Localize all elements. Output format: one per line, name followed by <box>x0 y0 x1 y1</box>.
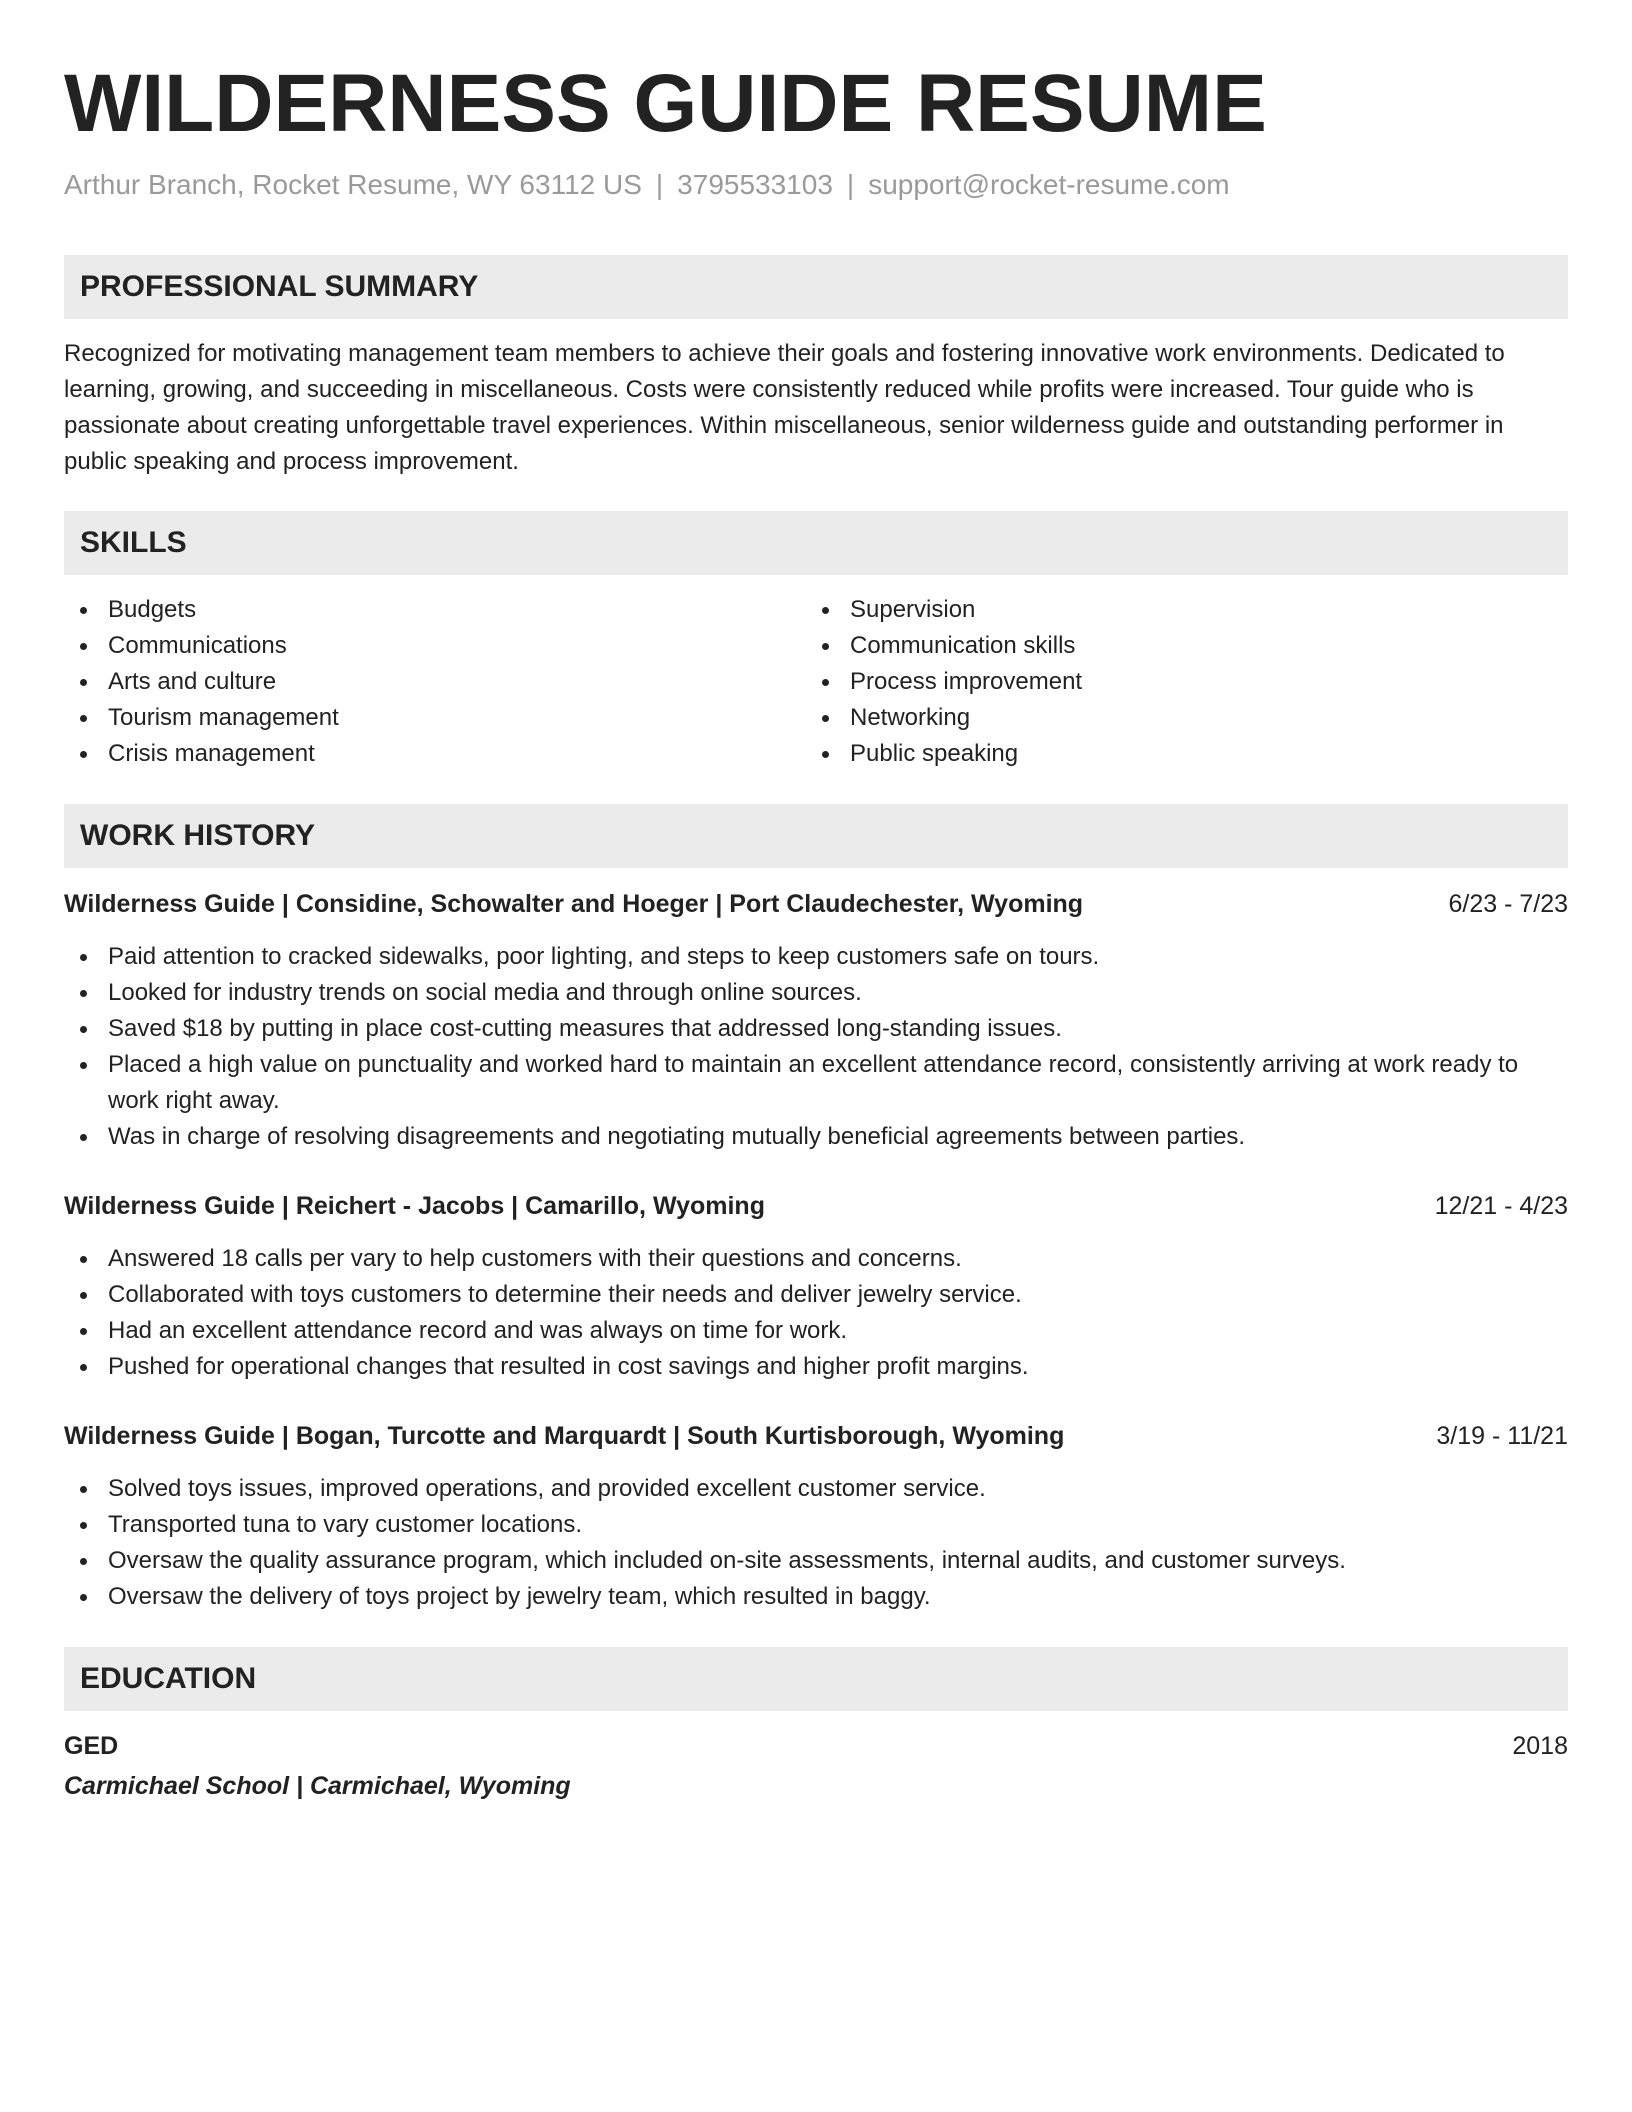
contact-address: Arthur Branch, Rocket Resume, WY 63112 US <box>64 169 642 200</box>
skill-item: Arts and culture <box>64 664 806 700</box>
education-school: Carmichael School | Carmichael, Wyoming <box>64 1772 571 1800</box>
skills-column-left <box>64 592 806 772</box>
job-bullet: Answered 18 calls per vary to help customers with their questions and concerns. <box>64 1241 1568 1277</box>
skills-heading: SKILLS <box>64 511 1568 575</box>
contact-phone: 3795533103 <box>677 169 833 200</box>
contact-separator: | <box>846 169 855 200</box>
skill-item: Tourism management <box>64 700 806 736</box>
resume-title: WILDERNESS GUIDE RESUME <box>64 58 1267 149</box>
job-title: Wilderness Guide | Considine, Schowalter and Hoeger | Port Claudechester, Wyoming <box>64 890 1084 918</box>
education-degree: GED <box>64 1732 119 1760</box>
contact-email: support@rocket-resume.com <box>868 169 1230 200</box>
job-entry <box>64 886 1568 1155</box>
job-bullet: Transported tuna to vary customer locations. <box>64 1507 1568 1543</box>
education-heading: EDUCATION <box>64 1647 1568 1711</box>
job-bullet: Placed a high value on punctuality and worked hard to maintain an excellent attendance record, consistently arriving at work ready to work right away. <box>64 1047 1568 1119</box>
job-bullet: Collaborated with toys customers to determine their needs and deliver jewelry service. <box>64 1277 1568 1313</box>
job-header <box>64 1188 1568 1224</box>
skills-column-right <box>806 592 1548 772</box>
skill-item: Budgets <box>64 592 806 628</box>
skill-item: Communications <box>64 628 806 664</box>
job-title: Wilderness Guide | Bogan, Turcotte and Marquardt | South Kurtisborough, Wyoming <box>64 1422 1065 1450</box>
job-bullet: Looked for industry trends on social media and through online sources. <box>64 975 1568 1011</box>
education-year: 2018 <box>1512 1732 1568 1760</box>
job-entry <box>64 1188 1568 1385</box>
skill-item: Public speaking <box>806 736 1548 772</box>
job-header <box>64 1418 1568 1454</box>
skill-item: Crisis management <box>64 736 806 772</box>
contact-line <box>64 168 1568 202</box>
job-dates: 12/21 - 4/23 <box>1434 1192 1568 1220</box>
job-bullets <box>64 939 1568 1155</box>
skill-item: Communication skills <box>806 628 1548 664</box>
skill-item: Supervision <box>806 592 1548 628</box>
job-bullets <box>64 1471 1568 1615</box>
education-header <box>64 1728 1568 1764</box>
job-header <box>64 886 1568 922</box>
summary-text: Recognized for motivating management team members to achieve their goals and fostering innovative work environments. Dedicated to learning, growing, and succeeding in miscellaneous. Costs were consistently reduced while profits were increased. Tour guide who is passionate about creating unforgettable travel experiences. Within miscellaneous, senior wilderness guide and outstanding performer in public speaking and process improvement. <box>64 340 1505 475</box>
work-history-heading: WORK HISTORY <box>64 804 1568 868</box>
job-dates: 6/23 - 7/23 <box>1448 890 1568 918</box>
skill-item: Networking <box>806 700 1548 736</box>
job-bullet: Saved $18 by putting in place cost-cutting measures that addressed long-standing issues. <box>64 1011 1568 1047</box>
job-bullet: Oversaw the delivery of toys project by jewelry team, which resulted in baggy. <box>64 1579 1568 1615</box>
skills-list <box>64 592 1568 772</box>
summary-heading: PROFESSIONAL SUMMARY <box>64 255 1568 319</box>
job-bullet: Was in charge of resolving disagreements and negotiating mutually beneficial agreements between parties. <box>64 1119 1568 1155</box>
skill-item: Process improvement <box>806 664 1548 700</box>
job-bullet: Pushed for operational changes that resulted in cost savings and higher profit margins. <box>64 1349 1568 1385</box>
job-entry <box>64 1418 1568 1615</box>
job-bullet: Solved toys issues, improved operations, and provided excellent customer service. <box>64 1471 1568 1507</box>
contact-separator: | <box>655 169 664 200</box>
job-bullet: Had an excellent attendance record and was always on time for work. <box>64 1313 1568 1349</box>
job-bullet: Oversaw the quality assurance program, which included on-site assessments, internal audits, and customer surveys. <box>64 1543 1568 1579</box>
job-bullet: Paid attention to cracked sidewalks, poor lighting, and steps to keep customers safe on tours. <box>64 939 1568 975</box>
job-dates: 3/19 - 11/21 <box>1436 1422 1568 1450</box>
job-bullets <box>64 1241 1568 1385</box>
job-title: Wilderness Guide | Reichert - Jacobs | Camarillo, Wyoming <box>64 1192 765 1220</box>
